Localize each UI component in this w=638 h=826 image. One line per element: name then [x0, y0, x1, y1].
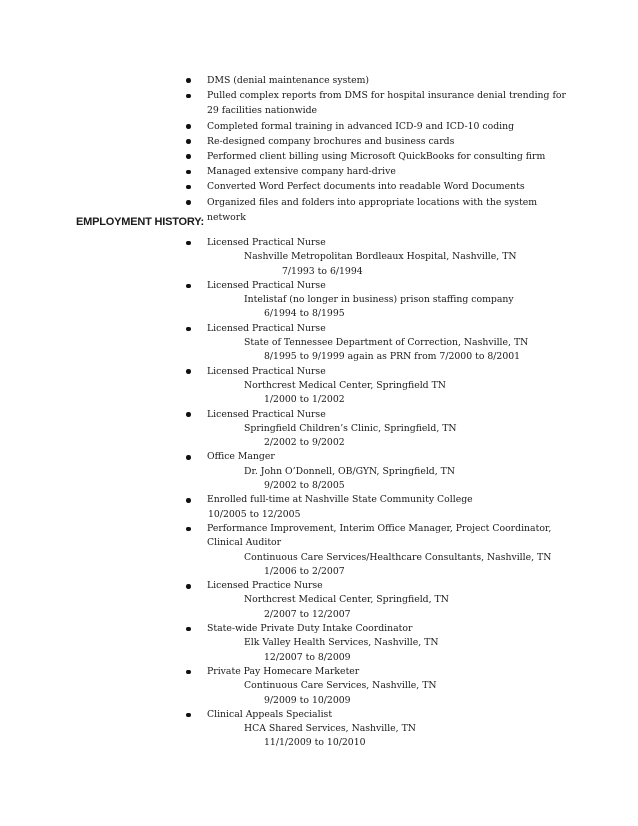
- job-employer: State of Tennessee Department of Correction, Nashville, TN: [244, 337, 529, 349]
- bullet-icon: [186, 241, 191, 246]
- job-dates: 2/2007 to 12/2007: [264, 608, 351, 620]
- section-heading-employment: EMPLOYMENT HISTORY:: [76, 216, 205, 228]
- job-dates: 9/2009 to 10/2009: [264, 694, 351, 706]
- skill-text: Managed extensive company hard-drive: [207, 166, 396, 178]
- list-item: [186, 88, 586, 118]
- job-entry: [186, 322, 606, 365]
- bullet-icon: [186, 154, 191, 159]
- job-entry: [186, 622, 606, 665]
- job-title: Performance Improvement, Interim Office Manager, Project Coordinator, Clinical Auditor: [207, 522, 552, 549]
- bullet-icon: [186, 670, 191, 675]
- job-dates: 8/1995 to 9/1999 again as PRN from 7/2000 to 8/2001: [264, 351, 521, 363]
- job-title: Enrolled full-time at Nashville State Community College: [207, 494, 473, 506]
- bullet-icon: [186, 455, 191, 460]
- job-employer: Nashville Metropolitan Bordleaux Hospital, Nashville, TN: [244, 251, 517, 263]
- bullet-icon: [186, 139, 191, 144]
- job-employer: Dr. John O’Donnell, OB/GYN, Springfield, TN: [244, 465, 455, 477]
- job-dates: 10/2005 to 12/2005: [208, 508, 301, 520]
- job-dates: 7/1993 to 6/1994: [282, 265, 363, 277]
- bullet-icon: [186, 78, 191, 83]
- bullet-icon: [186, 124, 191, 129]
- bullet-icon: [186, 327, 191, 332]
- job-dates: 11/1/2009 to 10/2010: [264, 737, 366, 749]
- job-entry: [186, 522, 606, 579]
- job-entry: [186, 579, 606, 622]
- job-employer: Elk Valley Health Services, Nashville, TN: [244, 637, 439, 649]
- job-title: Licensed Practical Nurse: [207, 365, 326, 377]
- job-title: Private Pay Homecare Marketer: [207, 665, 360, 677]
- skill-text: Performed client billing using Microsoft QuickBooks for consulting firm: [207, 151, 546, 163]
- bullet-icon: [186, 170, 191, 175]
- job-employer: Continuous Care Services, Nashville, TN: [244, 680, 437, 692]
- list-item: [186, 134, 586, 149]
- job-title: Office Manger: [207, 451, 275, 463]
- skill-text: Organized files and folders into appropriate locations with the system network: [207, 196, 538, 223]
- job-dates: 6/1994 to 8/1995: [264, 308, 345, 320]
- list-item: [186, 179, 586, 194]
- job-employer: Northcrest Medical Center, Springfield, TN: [244, 594, 449, 606]
- job-entry: [186, 708, 606, 751]
- job-title: Licensed Practice Nurse: [207, 580, 323, 592]
- skill-text: DMS (denial maintenance system): [207, 75, 370, 86]
- job-dates: 1/2000 to 1/2002: [264, 394, 345, 406]
- job-employer: Continuous Care Services/Healthcare Consultants, Nashville, TN: [244, 551, 552, 563]
- job-dates: 12/2007 to 8/2009: [264, 651, 351, 663]
- skill-text: Completed formal training in advanced ICD-9 and ICD-10 coding: [207, 120, 515, 132]
- job-employer: HCA Shared Services, Nashville, TN: [244, 723, 416, 735]
- job-title: Clinical Appeals Specialist: [207, 708, 333, 720]
- bullet-icon: [186, 527, 191, 532]
- job-dates: 9/2002 to 8/2005: [264, 480, 345, 492]
- job-title: Licensed Practical Nurse: [207, 408, 326, 420]
- list-item: [186, 164, 586, 179]
- bullet-icon: [186, 284, 191, 289]
- job-entry: [186, 279, 606, 322]
- job-dates: 1/2006 to 2/2007: [264, 565, 345, 577]
- bullet-icon: [186, 412, 191, 417]
- employment-list: [186, 236, 606, 751]
- job-entry: [186, 665, 606, 708]
- job-entry: [186, 493, 606, 522]
- list-item: [186, 195, 586, 225]
- job-title: State-wide Private Duty Intake Coordinator: [207, 623, 413, 635]
- list-item: [186, 73, 586, 88]
- job-title: Licensed Practical Nurse: [207, 322, 326, 334]
- job-dates: 2/2002 to 9/2002: [264, 437, 345, 449]
- list-item: [186, 149, 586, 164]
- bullet-icon: [186, 200, 191, 205]
- bullet-icon: [186, 584, 191, 589]
- job-entry: [186, 365, 606, 408]
- job-entry: [186, 450, 606, 493]
- job-employer: Springfield Children’s Clinic, Springfield, TN: [244, 422, 457, 434]
- skill-text: Converted Word Perfect documents into readable Word Documents: [207, 181, 525, 193]
- bullet-icon: [186, 94, 191, 99]
- bullet-icon: [186, 713, 191, 718]
- bullet-icon: [186, 627, 191, 632]
- bullet-icon: [186, 369, 191, 374]
- bullet-icon: [186, 185, 191, 190]
- job-employer: Intelistaf (no longer in business) prison staffing company: [244, 294, 514, 306]
- job-employer: Northcrest Medical Center, Springfield TN: [244, 379, 446, 391]
- job-title: Licensed Practical Nurse: [207, 279, 326, 291]
- skill-text: Pulled complex reports from DMS for hospital insurance denial trending for 29 facilities nationwide: [207, 90, 566, 117]
- job-entry: [186, 408, 606, 451]
- job-entry: [186, 236, 606, 279]
- list-item: [186, 119, 586, 134]
- skill-text: Re-designed company brochures and business cards: [207, 135, 455, 147]
- skills-list: [186, 73, 586, 225]
- bullet-icon: [186, 498, 191, 503]
- job-title: Licensed Practical Nurse: [207, 237, 326, 248]
